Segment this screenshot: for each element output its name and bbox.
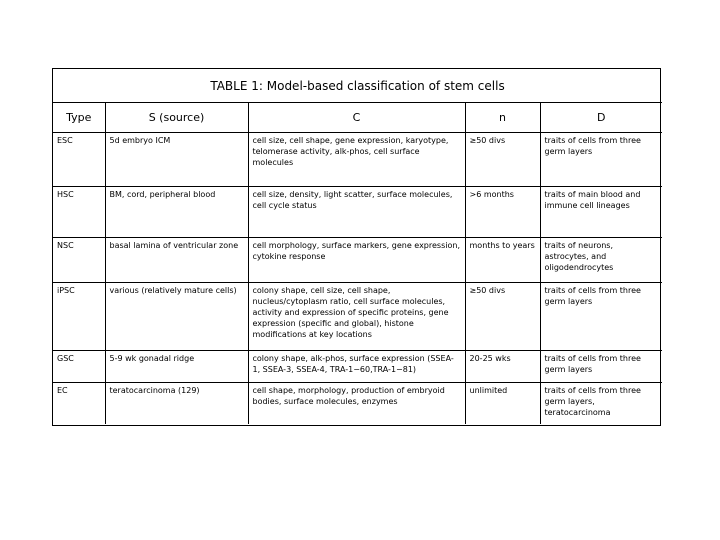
header-source: S (source) bbox=[105, 102, 248, 132]
cell-c: colony shape, alk-phos, surface expression (SSEA-1, SSEA-3, SSEA-4, TRA-1−60,TRA-1−81) bbox=[248, 350, 465, 382]
cell-c: cell size, density, light scatter, surface molecules, cell cycle status bbox=[248, 186, 465, 237]
cell-n: >6 months bbox=[465, 186, 540, 237]
table-row bbox=[53, 382, 662, 424]
cell-n: ≥50 divs bbox=[465, 282, 540, 350]
header-n: n bbox=[465, 102, 540, 132]
cell-type: iPSC bbox=[53, 282, 105, 350]
cell-type: NSC bbox=[53, 237, 105, 282]
cell-n: ≥50 divs bbox=[465, 132, 540, 186]
cell-source: teratocarcinoma (129) bbox=[105, 382, 248, 424]
cell-source: BM, cord, peripheral blood bbox=[105, 186, 248, 237]
cell-type: EC bbox=[53, 382, 105, 424]
header-row bbox=[53, 102, 662, 132]
cell-d: traits of cells from three germ layers bbox=[540, 350, 662, 382]
cell-d: traits of cells from three germ layers bbox=[540, 132, 662, 186]
header-d: D bbox=[540, 102, 662, 132]
cell-n: months to years bbox=[465, 237, 540, 282]
cell-type: HSC bbox=[53, 186, 105, 237]
table-row bbox=[53, 132, 662, 186]
cell-source: 5-9 wk gonadal ridge bbox=[105, 350, 248, 382]
cell-source: various (relatively mature cells) bbox=[105, 282, 248, 350]
cell-n: 20-25 wks bbox=[465, 350, 540, 382]
cell-type: GSC bbox=[53, 350, 105, 382]
cell-d: traits of cells from three germ layers, teratocarcinoma bbox=[540, 382, 662, 424]
cell-d: traits of cells from three germ layers bbox=[540, 282, 662, 350]
table-row bbox=[53, 350, 662, 382]
cell-d: traits of neurons, astrocytes, and oligodendrocytes bbox=[540, 237, 662, 282]
cell-type: ESC bbox=[53, 132, 105, 186]
header-type: Type bbox=[53, 102, 105, 132]
caption-row bbox=[53, 69, 662, 102]
table-row bbox=[53, 282, 662, 350]
cell-source: basal lamina of ventricular zone bbox=[105, 237, 248, 282]
cell-n: unlimited bbox=[465, 382, 540, 424]
cell-c: cell morphology, surface markers, gene expression, cytokine response bbox=[248, 237, 465, 282]
stem-cell-classification-table bbox=[52, 68, 661, 426]
table-grid bbox=[53, 69, 662, 424]
table-caption: TABLE 1: Model-based classification of stem cells bbox=[53, 69, 662, 102]
table-row bbox=[53, 237, 662, 282]
cell-d: traits of main blood and immune cell lineages bbox=[540, 186, 662, 237]
cell-c: colony shape, cell size, cell shape, nucleus/cytoplasm ratio, cell surface molecules, activity and expression of specific proteins, gene expression (specific and global), histone modifications at key locations bbox=[248, 282, 465, 350]
header-c: C bbox=[248, 102, 465, 132]
cell-c: cell size, cell shape, gene expression, karyotype, telomerase activity, alk-phos, cell surface molecules bbox=[248, 132, 465, 186]
table-row bbox=[53, 186, 662, 237]
cell-source: 5d embryo ICM bbox=[105, 132, 248, 186]
cell-c: cell shape, morphology, production of embryoid bodies, surface molecules, enzymes bbox=[248, 382, 465, 424]
